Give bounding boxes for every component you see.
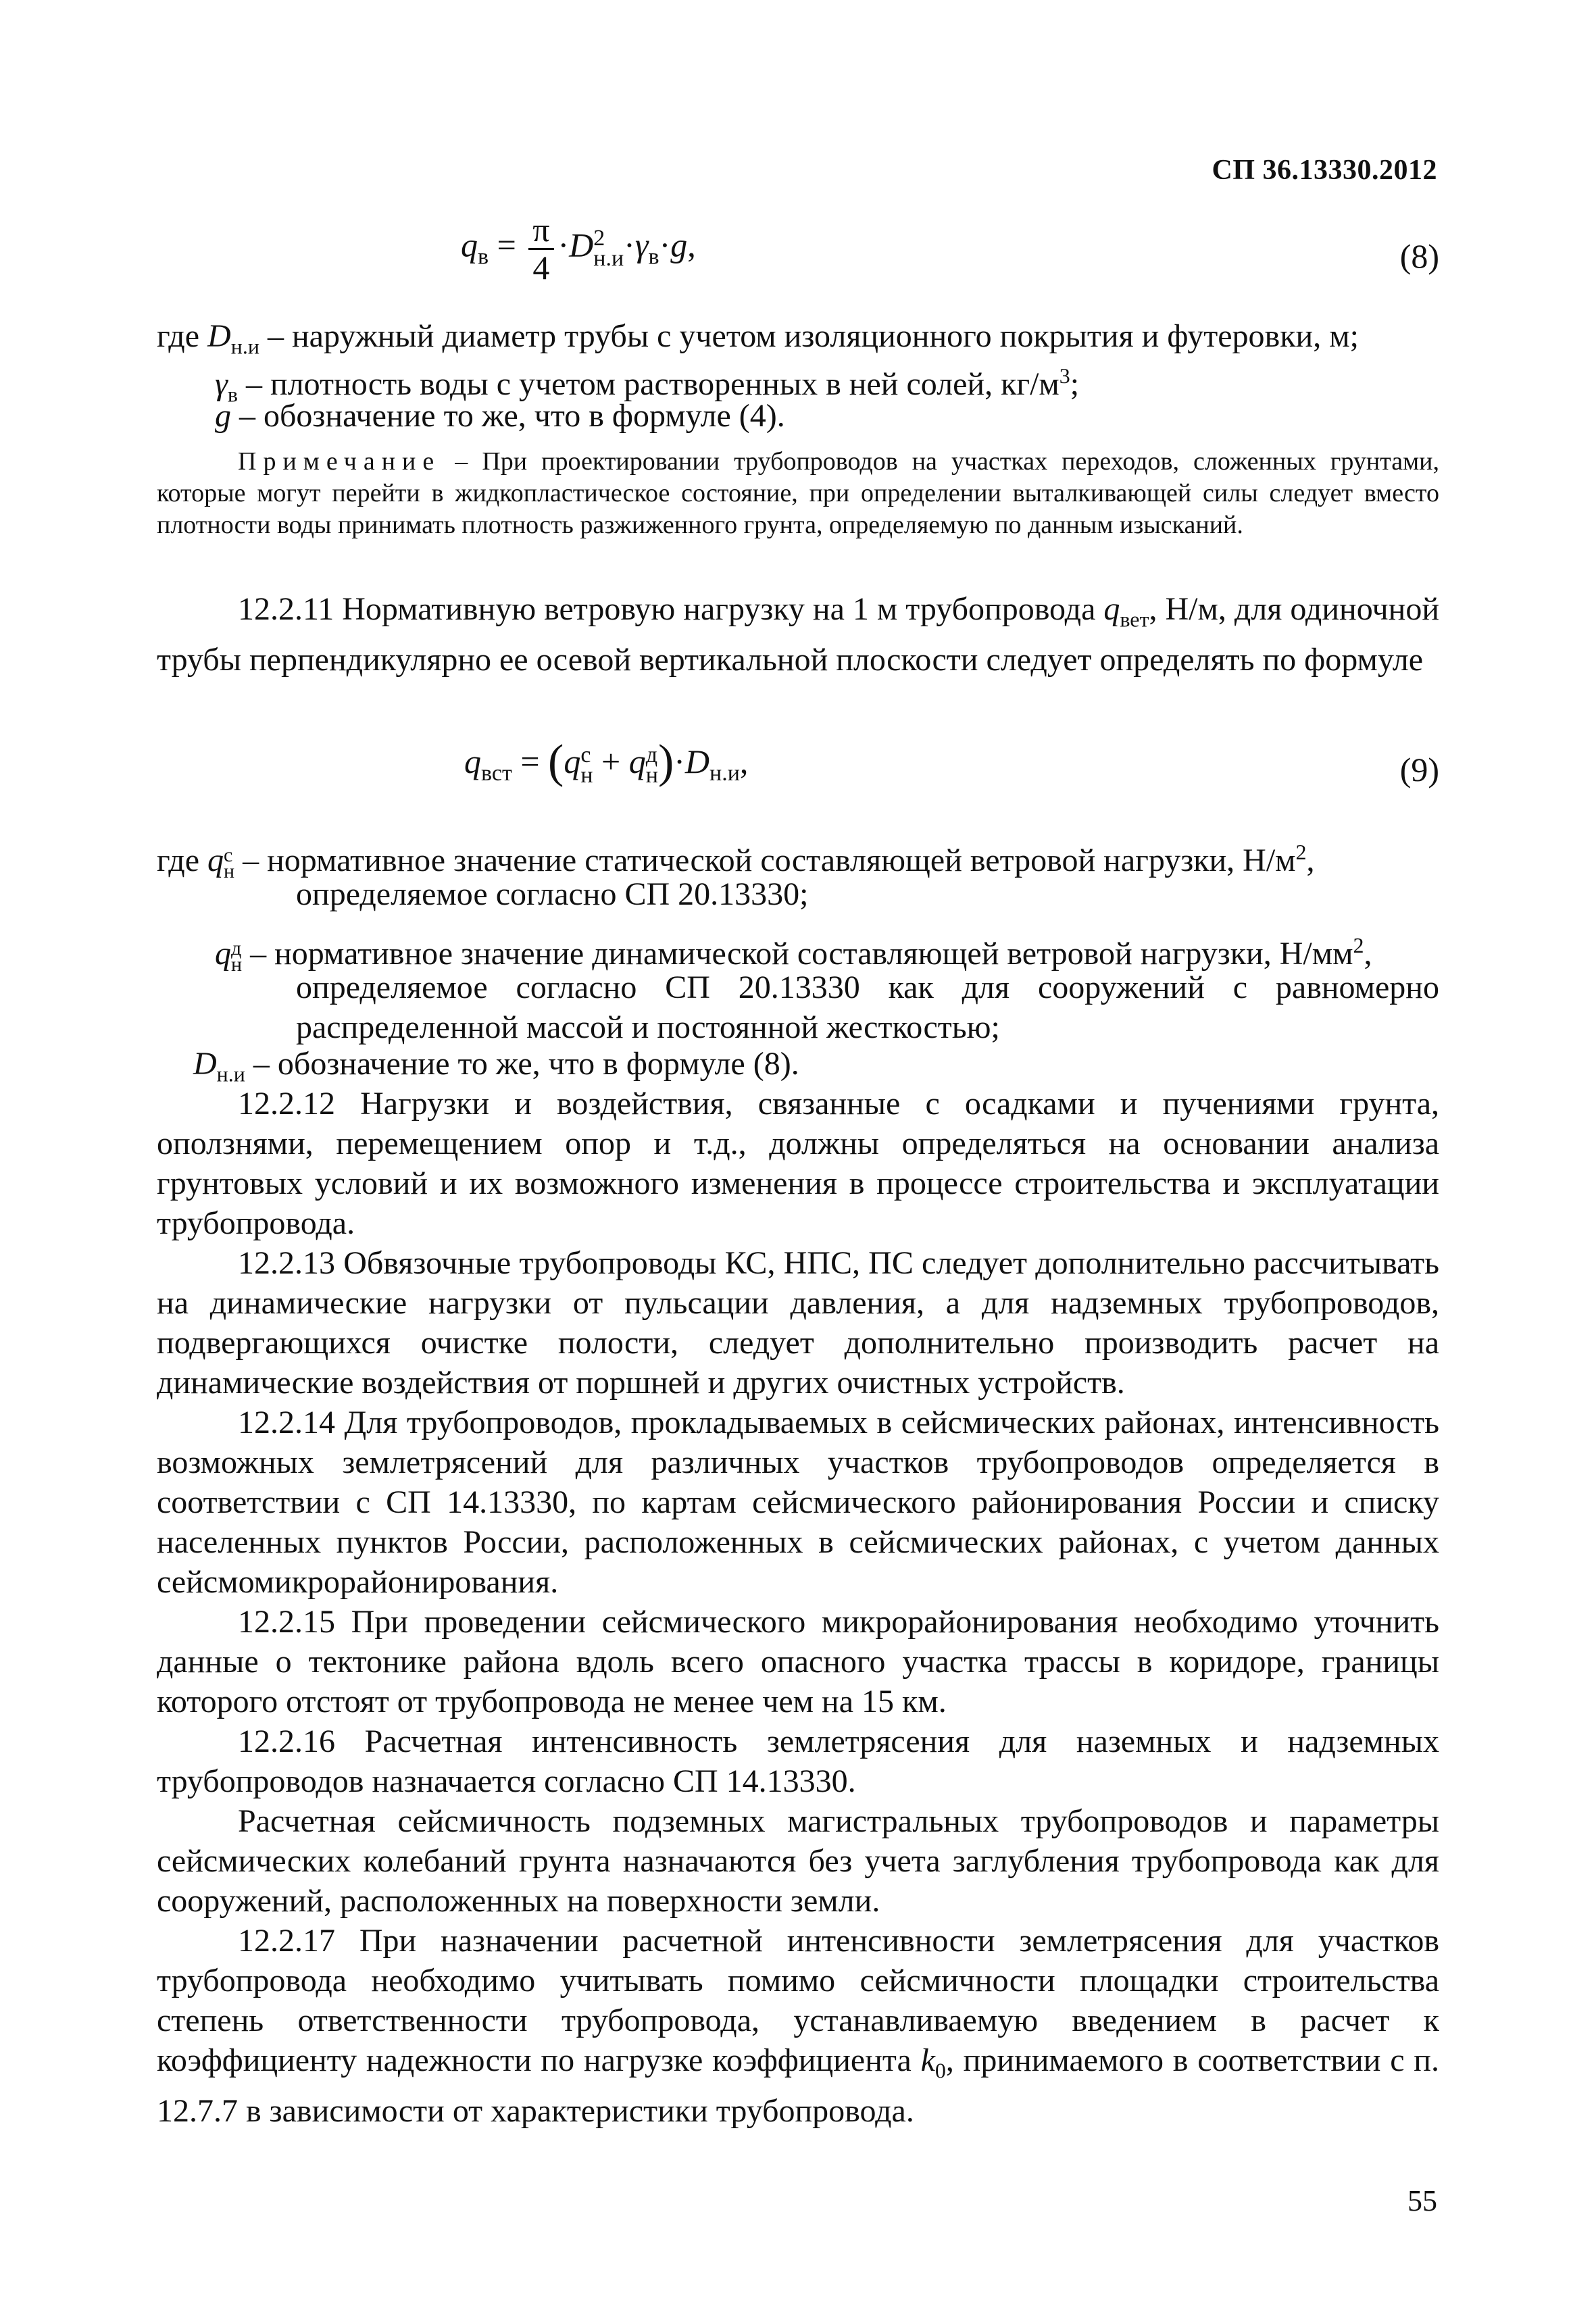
note — [157, 446, 1439, 541]
formula-8 — [157, 203, 1439, 284]
paragraph-12-2-16: 12.2.16 Расчетная интенсивность землетрясения для наземных и надземных трубопроводов назначается согласно СП 14.13330. — [157, 1724, 1439, 1799]
definition-d-repeat: $D_{н.и}$ – обозначение то же, что в формуле (8). — [193, 1046, 799, 1086]
definition-d: где $D_{н.и}$ – наружный диаметр трубы с учетом изоляционного покрытия и футеровки, м; — [157, 318, 1359, 359]
paragraph-12-2-12: 12.2.12 Нагрузки и воздействия, связанные с осадками и пучениями грунта, оползнями, перемещением опор и т.д., должны определяться на основании анализа грунтовых условий и их возможного изменения в процессе строительства и эксплуатации трубопровода. — [157, 1086, 1439, 1241]
page-number: 55 — [1407, 2184, 1437, 2217]
fraction-pi-over-4: $\frac{\pi}{4}$ — [528, 212, 553, 285]
definition-q-static-line2: определяемое согласно СП 20.13330; — [296, 876, 809, 912]
paragraph-12-2-15: 12.2.15 При проведении сейсмического микрорайонирования необходимо уточнить данные о тектонике района вдоль всего опасного участка трассы в коридоре, границы которого отстоят от трубопровода не менее чем на 15 км. — [157, 1604, 1439, 1719]
paragraph-12-2-16-continued: Расчетная сейсмичность подземных магистральных трубопроводов и параметры сейсмических колебаний грунта назначаются без учета заглубления трубопровода как для сооружений, расположенных на поверхности земли. — [157, 1803, 1439, 1919]
definition-g: g – обозначение то же, что в формуле (4). — [215, 398, 785, 434]
definition-q-dynamic: q д н – нормативное значение динамической составляющей ветровой нагрузки, $Н/мм^2$, — [215, 933, 1372, 976]
definition-q-dynamic-line2: определяемое согласно СП 20.13330 как для сооружений с равномерно распределенной массой и постоянной жесткостью; — [296, 970, 1439, 1045]
formula-9 — [157, 730, 1439, 811]
equation-number-8: (8) — [1399, 237, 1439, 275]
note-label: Примечание — [238, 447, 441, 476]
formula-8-expression: $q_в$ = $\frac{\pi}{4}$ ·D 2 н.и $\cdot\gamma_в\cdot g$, — [461, 211, 696, 286]
paragraph-12-2-17: 12.2.17 При назначении расчетной интенсивности землетрясения для участков трубопровода необходимо учитывать помимо сейсмичности площадки строительства степень ответственности трубопровода, устанавливаемую введением в расчет к коэффициенту надежности по нагрузке коэффициента $k_0$, принимаемого в соответствии с п. 12.7.7 в зависимости от характеристики трубопровода. — [157, 1923, 1439, 2129]
definition-q-static: где q с н – нормативное значение статической составляющей ветровой нагрузки, $Н/м^2$, — [157, 840, 1315, 882]
document-code: СП 36.13330.2012 — [1212, 155, 1437, 186]
equation-number-9: (9) — [1399, 751, 1439, 788]
formula-9-expression: $q_{вст} = (q$ с н + q д н )$\cdot D_{н.и}$, — [464, 736, 749, 788]
definition-gamma: $\gamma_в$ – плотность воды с учетом растворенных в ней солей, $кг/м^3$; — [215, 363, 1080, 407]
note-text: – При проектировании трубопроводов на участках переходов, сложенных грунтами, которые могут перейти в жидкопластическое состояние, при определении выталкивающей силы следует вместо плотности воды принимать плотность разжиженного грунта, определяемую по данным изысканий. — [157, 447, 1439, 539]
paragraph-12-2-14: 12.2.14 Для трубопроводов, прокладываемых в сейсмических районах, интенсивность возможных землетрясений для различных участков трубопроводов определяется в соответствии с СП 14.13330, по картам сейсмического районирования России и списку населенных пунктов России, расположенных в сейсмических районах, с учетом данных сейсмомикрорайонирования. — [157, 1405, 1439, 1600]
paragraph-12-2-11: 12.2.11 Нормативную ветровую нагрузку на 1 м трубопровода $q_{вет}$, Н/м, для одиночной трубы перпендикулярно ее осевой вертикальной плоскости следует определять по формуле — [157, 591, 1439, 678]
paragraph-12-2-13: 12.2.13 Обвязочные трубопроводы КС, НПС, ПС следует дополнительно рассчитывать на динамические нагрузки от пульсации давления, а для надземных трубопроводов, подвергающихся очистке полости, следует дополнительно производить расчет на динамические воздействия от поршней и других очистных устройств. — [157, 1245, 1439, 1401]
